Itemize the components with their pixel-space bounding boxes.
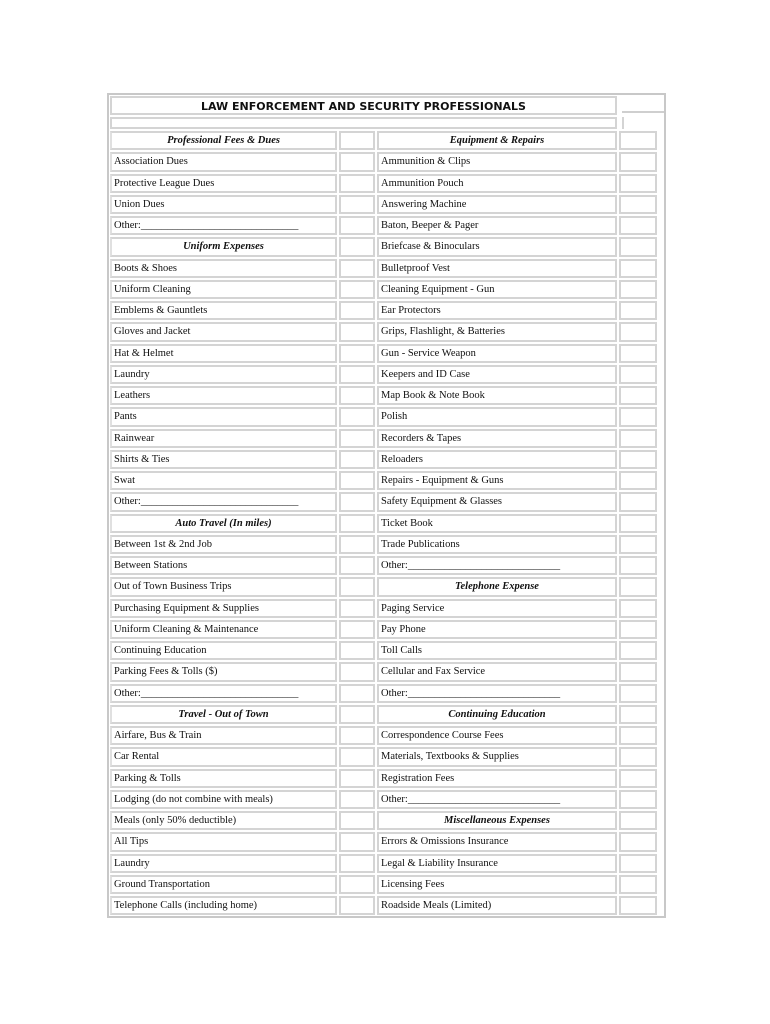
right-amount-cell [619,131,657,150]
right-item-label: Paging Service [377,599,617,618]
right-item-label: Answering Machine [377,195,617,214]
left-item-label: Laundry [110,854,337,873]
left-item-label: Leathers [110,386,337,405]
right-amount-cell[interactable] [619,535,657,554]
right-amount-cell[interactable] [619,684,657,703]
table-row [109,534,664,555]
table-row [109,874,664,895]
left-amount-cell[interactable] [339,365,375,384]
right-section-header: Telephone Expense [377,577,617,596]
left-item-label: Pants [110,407,337,426]
left-item-label: Ground Transportation [110,875,337,894]
left-amount-cell [339,705,375,724]
expense-worksheet-table [107,93,666,918]
left-amount-cell[interactable] [339,854,375,873]
right-amount-cell[interactable] [619,556,657,575]
left-item-label: Uniform Cleaning [110,280,337,299]
left-amount-cell[interactable] [339,301,375,320]
right-section-header: Miscellaneous Expenses [377,811,617,830]
table-row [109,321,664,342]
spacer-row [109,116,664,130]
right-amount-cell [619,811,657,830]
right-item-label: Licensing Fees [377,875,617,894]
right-amount-cell[interactable] [619,344,657,363]
left-item-label: Continuing Education [110,641,337,660]
right-amount-cell[interactable] [619,237,657,256]
table-row [109,661,664,682]
left-item-label: Laundry [110,365,337,384]
left-item-label: Meals (only 50% deductible) [110,811,337,830]
left-section-header: Travel - Out of Town [110,705,337,724]
left-item-label: Other:______________________________ [110,216,337,235]
left-amount-cell[interactable] [339,386,375,405]
left-item-label: Emblems & Gauntlets [110,301,337,320]
table-row [109,449,664,470]
right-item-label: Polish [377,407,617,426]
left-amount-cell [339,237,375,256]
right-item-label: Gun - Service Weapon [377,344,617,363]
table-row [109,704,664,725]
right-amount-cell[interactable] [619,152,657,171]
left-amount-cell[interactable] [339,280,375,299]
right-amount-cell [619,705,657,724]
table-row [109,768,664,789]
left-item-label: Protective League Dues [110,174,337,193]
right-amount-cell[interactable] [619,832,657,851]
table-row [109,640,664,661]
left-section-header: Professional Fees & Dues [110,131,337,150]
left-item-label: Lodging (do not combine with meals) [110,790,337,809]
left-amount-cell[interactable] [339,259,375,278]
right-item-label: Registration Fees [377,769,617,788]
right-item-label: Ammunition & Clips [377,152,617,171]
left-amount-cell[interactable] [339,599,375,618]
left-amount-cell[interactable] [339,662,375,681]
right-item-label: Bulletproof Vest [377,259,617,278]
right-amount-cell[interactable] [619,174,657,193]
table-row [109,746,664,767]
left-item-label: Gloves and Jacket [110,322,337,341]
left-amount-cell[interactable] [339,577,375,596]
right-amount-cell[interactable] [619,514,657,533]
left-amount-cell[interactable] [339,832,375,851]
right-item-label: Other:_____________________________ [377,790,617,809]
right-item-label: Safety Equipment & Glasses [377,492,617,511]
right-amount-cell[interactable] [619,769,657,788]
left-amount-cell[interactable] [339,450,375,469]
right-item-label: Map Book & Note Book [377,386,617,405]
table-row [109,428,664,449]
right-item-label: Trade Publications [377,535,617,554]
table-row [109,130,664,151]
right-amount-cell[interactable] [619,322,657,341]
right-section-header: Equipment & Repairs [377,131,617,150]
left-amount-cell[interactable] [339,747,375,766]
right-amount-cell[interactable] [619,620,657,639]
left-amount-cell[interactable] [339,344,375,363]
right-item-label: Legal & Liability Insurance [377,854,617,873]
left-amount-cell[interactable] [339,471,375,490]
left-section-header: Auto Travel (In miles) [110,514,337,533]
left-item-label: Swat [110,471,337,490]
left-item-label: Uniform Cleaning & Maintenance [110,620,337,639]
right-item-label: Baton, Beeper & Pager [377,216,617,235]
left-item-label: Parking & Tolls [110,769,337,788]
right-item-label: Grips, Flashlight, & Batteries [377,322,617,341]
table-row [109,555,664,576]
table-row [109,236,664,257]
right-amount-cell[interactable] [619,641,657,660]
right-item-label: Briefcase & Binoculars [377,237,617,256]
left-amount-cell[interactable] [339,790,375,809]
left-amount-cell[interactable] [339,216,375,235]
right-amount-cell[interactable] [619,747,657,766]
left-amount-cell [339,131,375,150]
right-item-label: Cleaning Equipment - Gun [377,280,617,299]
right-item-label: Recorders & Tapes [377,429,617,448]
left-item-label: Airfare, Bus & Train [110,726,337,745]
table-row [109,364,664,385]
right-amount-cell[interactable] [619,216,657,235]
right-item-label: Reloaders [377,450,617,469]
left-item-label: Purchasing Equipment & Supplies [110,599,337,618]
table-row [109,853,664,874]
table-row [109,831,664,852]
right-item-label: Ticket Book [377,514,617,533]
right-section-header: Continuing Education [377,705,617,724]
table-row [109,789,664,810]
right-amount-cell[interactable] [619,599,657,618]
right-amount-cell[interactable] [619,790,657,809]
left-item-label: Between 1st & 2nd Job [110,535,337,554]
right-amount-cell[interactable] [619,726,657,745]
left-amount-cell[interactable] [339,492,375,511]
left-section-header: Uniform Expenses [110,237,337,256]
table-row [109,300,664,321]
table-row [109,279,664,300]
left-item-label: Other:______________________________ [110,492,337,511]
left-item-label: Between Stations [110,556,337,575]
right-amount-cell[interactable] [619,195,657,214]
right-amount-cell[interactable] [619,875,657,894]
left-amount-cell[interactable] [339,641,375,660]
right-item-label: Cellular and Fax Service [377,662,617,681]
left-amount-cell[interactable] [339,811,375,830]
title-side-line [622,95,664,113]
spacer-cell [110,117,617,129]
table-row [109,598,664,619]
left-amount-cell[interactable] [339,152,375,171]
right-amount-cell[interactable] [619,896,657,915]
table-row [109,491,664,512]
right-item-label: Errors & Omissions Insurance [377,832,617,851]
right-amount-cell[interactable] [619,471,657,490]
right-item-label: Toll Calls [377,641,617,660]
table-row [109,513,664,534]
table-row [109,215,664,236]
table-row [109,385,664,406]
table-body [109,130,664,916]
right-amount-cell[interactable] [619,301,657,320]
left-item-label: Parking Fees & Tolls ($) [110,662,337,681]
table-row [109,406,664,427]
table-row [109,810,664,831]
table-row [109,895,664,916]
table-row [109,470,664,491]
right-item-label: Pay Phone [377,620,617,639]
spacer-side [622,117,664,129]
left-item-label: Car Rental [110,747,337,766]
right-item-label: Ear Protectors [377,301,617,320]
right-amount-cell[interactable] [619,450,657,469]
left-amount-cell[interactable] [339,875,375,894]
left-amount-cell[interactable] [339,407,375,426]
table-row [109,258,664,279]
left-amount-cell[interactable] [339,535,375,554]
left-item-label: Association Dues [110,152,337,171]
table-row [109,725,664,746]
left-amount-cell[interactable] [339,556,375,575]
table-row [109,151,664,172]
left-item-label: Union Dues [110,195,337,214]
left-item-label: Boots & Shoes [110,259,337,278]
table-row [109,576,664,597]
left-amount-cell[interactable] [339,726,375,745]
left-item-label: All Tips [110,832,337,851]
right-amount-cell[interactable] [619,662,657,681]
right-item-label: Keepers and ID Case [377,365,617,384]
right-item-label: Other:_____________________________ [377,556,617,575]
right-amount-cell[interactable] [619,854,657,873]
right-amount-cell[interactable] [619,280,657,299]
table-row [109,343,664,364]
left-item-label: Telephone Calls (including home) [110,896,337,915]
left-amount-cell[interactable] [339,195,375,214]
left-item-label: Rainwear [110,429,337,448]
right-amount-cell[interactable] [619,386,657,405]
right-item-label: Materials, Textbooks & Supplies [377,747,617,766]
right-amount-cell[interactable] [619,429,657,448]
table-row [109,619,664,640]
left-item-label: Out of Town Business Trips [110,577,337,596]
right-item-label: Other:_____________________________ [377,684,617,703]
right-amount-cell[interactable] [619,365,657,384]
right-item-label: Roadside Meals (Limited) [377,896,617,915]
right-item-label: Correspondence Course Fees [377,726,617,745]
left-amount-cell[interactable] [339,322,375,341]
worksheet-title: LAW ENFORCEMENT AND SECURITY PROFESSIONALS [110,96,617,115]
left-item-label: Other:______________________________ [110,684,337,703]
left-amount-cell[interactable] [339,620,375,639]
title-row [109,95,664,116]
left-amount-cell[interactable] [339,769,375,788]
table-row [109,194,664,215]
left-amount-cell [339,514,375,533]
left-amount-cell[interactable] [339,896,375,915]
left-amount-cell[interactable] [339,174,375,193]
right-item-label: Ammunition Pouch [377,174,617,193]
right-item-label: Repairs - Equipment & Guns [377,471,617,490]
left-amount-cell[interactable] [339,429,375,448]
right-amount-cell[interactable] [619,259,657,278]
left-item-label: Shirts & Ties [110,450,337,469]
table-row [109,173,664,194]
right-amount-cell [619,577,657,596]
right-amount-cell[interactable] [619,407,657,426]
left-amount-cell[interactable] [339,684,375,703]
right-amount-cell[interactable] [619,492,657,511]
table-row [109,683,664,704]
left-item-label: Hat & Helmet [110,344,337,363]
